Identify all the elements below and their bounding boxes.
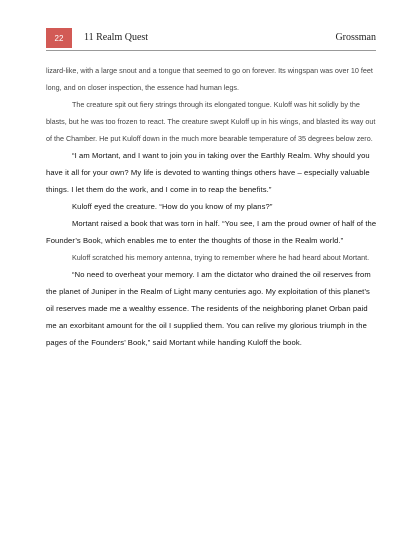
paragraph: The creature spit out fiery strings through its elongated tongue. Kuloff was hit solidly by the blasts, but he was too frozen to react. The creature swept Kuloff up in his wings, and blasted its way out of the Chamber. He put Kuloff down in the much more bearable temperature of 35 degrees below zero. bbox=[46, 100, 376, 143]
paragraph: Kuloff scratched his memory antenna, trying to remember where he had heard about Mortant. bbox=[72, 253, 370, 262]
author-name: Grossman bbox=[335, 32, 376, 43]
page-number-badge: 22 bbox=[46, 28, 72, 48]
paragraph: Kuloff eyed the creature. “How do you know of my plans?” bbox=[72, 202, 273, 211]
paragraph: “No need to overheat your memory. I am the dictator who drained the oil reserves from the planet of Juniper in the Realm of Light many centuries ago. My exploitation of this planet’s oil reserves made me a wealthy essence. The residents of the neighboring planet Orban paid me an exorbitant amount for the oil I supplied them. You can relive my glorious triumph in the pages of the Founders’ Book,” said Mortant while handing Kuloff the book. bbox=[46, 270, 371, 347]
body-text bbox=[46, 62, 378, 351]
book-title: 11 Realm Quest bbox=[84, 32, 149, 43]
header-rule bbox=[46, 50, 376, 51]
page-header bbox=[46, 28, 376, 52]
paragraph: lizard-like, with a large snout and a tongue that seemed to go on forever. Its wingspan was over 10 feet long, and on closer inspection, the essence had human legs. bbox=[46, 66, 373, 92]
paragraph: Mortant raised a book that was torn in half. “You see, I am the proud owner of half of the Founder’s Book, which enables me to enter the thoughts of those in the Realm world.” bbox=[46, 219, 377, 245]
paragraph: “I am Mortant, and I want to join you in taking over the Earthly Realm. Why should you have it all for your own? My life is devoted to wanting things others have – especially valuable things. I let them do the work, and I come in to reap the benefits.” bbox=[46, 151, 370, 194]
